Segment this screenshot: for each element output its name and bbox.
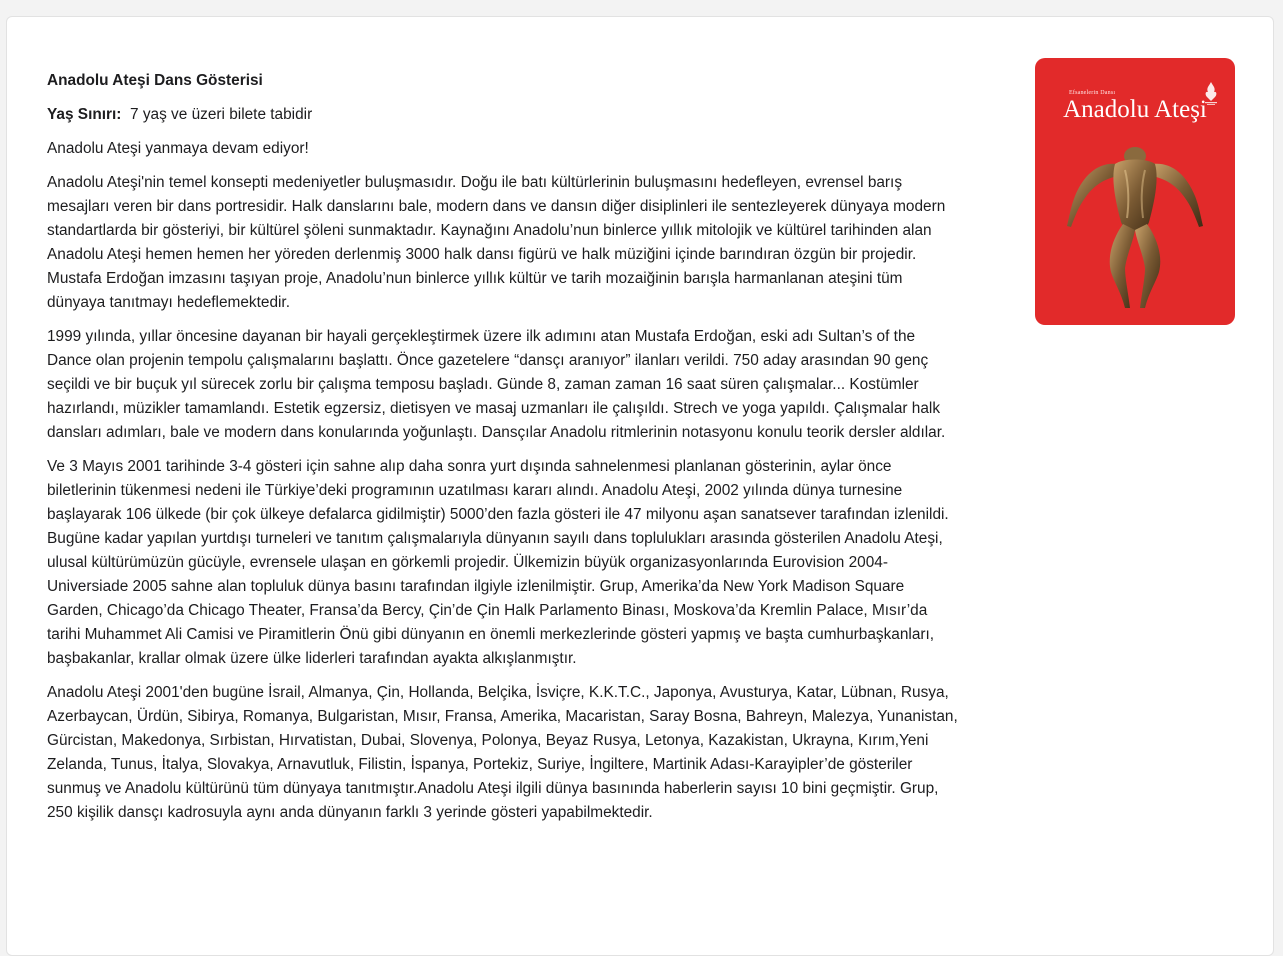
poster-title: Anadolu Ateşi	[1063, 96, 1207, 123]
description-paragraph: Anadolu Ateşi'nin temel konsepti medeniyetler buluşmasıdır. Doğu ile batı kültürlerinin buluşmasını hedefleyen, evrensel barış mesajları veren bir dans portresidir. Halk danslarını bale, modern dans ve dansın diğer disiplinleri ile sentezleyerek dünyaya modern standartlarda bir gösteriyi, bir kültürel şöleni sunmaktadır. Kaynağını Anadolu’nun binlerce yıllık mitolojik ve kültürel tarihinden alan Anadolu Ateşi hemen hemen her yöreden derlenmiş 3000 halk dansı figürü ve halk müziğini içinde barındıran özgün bir projedir. Mustafa Erdoğan imzasını taşıyan proje, Anadolu’nun binlerce yıllık kültür ve tarih mozaiğinin barışla harmanlanan ateşini tüm dünyaya tanıtmayı hedeflemektedir.	[47, 174, 946, 311]
event-detail-card	[6, 16, 1274, 956]
poster-subtitle: Efsanelerin Dansı	[1069, 90, 1116, 96]
description-paragraph: Ve 3 Mayıs 2001 tarihinde 3-4 gösteri için sahne alıp daha sonra yurt dışında sahnelenmesi planlanan gösterinin, aylar önce biletlerinin tükenmesi nedeni ile Türkiye’deki programının uzatılması kararı alındı. Anadolu Ateşi, 2002 yılında dünya turnesine başlayarak 106 ülkede (bir çok ülkeye defalarca gidilmiştir) 5000’den fazla gösteri ile 47 milyonu aşan sanatsever tarafından izlenildi. Bugüne kadar yapılan yurtdışı turneleri ve tanıtım çalışmalarıyla dünyanın sayılı dans toplulukları arasında gösterilen Anadolu Ateşi, ulusal kültürümüzün gücüyle, evrensele ulaşan en görkemli projedir. Ülkemizin büyük organizasyonlarında Eurovision 2004-Universiade 2005 sahne alan topluluk dünya basını tarafından ilgiyle izlenilmiştir. Grup, Amerika’da New York Madison Square Garden, Chicago’da Chicago Theater, Fransa’da Bercy, Çin’de Çin Halk Parlamento Binası, Moskova’da Kremlin Palace, Mısır’da tarihi Muhammet Ali Camisi ve Piramitlerin Önü gibi dünyanın en önemli merkezlerinde gösteri yapmış ve başta cumhurbaşkanları, başbakanlar, krallar olmak üzere ülke liderleri tarafından ayakta alkışlanmıştır.	[47, 458, 949, 667]
age-limit-value: 7 yaş ve üzeri bilete tabidir	[129, 106, 313, 123]
dancer-figure-image	[1059, 126, 1211, 316]
event-title: Anadolu Ateşi Dans Gösterisi	[47, 72, 263, 89]
age-limit	[47, 103, 959, 127]
age-limit-label: Yaş Sınırı:	[47, 106, 122, 123]
event-poster	[1035, 58, 1235, 325]
description-paragraph: Anadolu Ateşi yanmaya devam ediyor!	[47, 140, 309, 157]
description-paragraph: 1999 yılında, yıllar öncesine dayanan bir hayali gerçekleştirmek üzere ilk adımını atan Mustafa Erdoğan, eski adı Sultan’s of the Dance olan projenin tempolu çalışmalarını başlattı. Önce gazetelere “dansçı aranıyor” ilanları verildi. 750 aday arasından 90 genç seçildi ve bir buçuk yıl sürecek zorlu bir çalışma temposu başladı. Günde 8, zaman zaman 16 saat süren çalışmalar... Kostümler hazırlandı, müzikler tamamlandı. Estetik egzersiz, dietisyen ve masaj uzmanları ile çalışıldı. Strech ve yoga yapıldı. Çalışmalar halk dansları adımları, bale ve modern dans konularında yoğunlaştı. Dansçılar Anadolu ritmlerinin notasyonu konulu teorik dersler aldılar.	[47, 328, 946, 441]
description-paragraph: Anadolu Ateşi 2001'den bugüne İsrail, Almanya, Çin, Hollanda, Belçika, İsviçre, K.K.T.C., Japonya, Avusturya, Katar, Lübnan, Rusya, Azerbaycan, Ürdün, Sibirya, Romanya, Bulgaristan, Mısır, Fransa, Amerika, Macaristan, Saray Bosna, Bahreyn, Malezya, Yunanistan, Gürcistan, Makedonya, Sırbistan, Hırvatistan, Dubai, Slovenya, Polonya, Beyaz Rusya, Letonya, Kazakistan, Ukrayna, Kırım,Yeni Zelanda, Tunus, İtalya, Slovakya, Arnavutluk, Filistin, İspanya, Portekiz, Suriye, İngiltere, Martinik Adası-Karayipler’de gösteriler sunmuş ve Anadolu kültürünü tüm dünyaya tanıtmıştır.Anadolu Ateşi ilgili dünya basınında haberlerin sayısı 10 bini geçmiştir. Grup, 250 kişilik dansçı kadrosuyla aynı anda dünyanın farklı 3 yerinde gösteri yapabilmektedir.	[47, 684, 958, 821]
event-description	[47, 69, 959, 835]
